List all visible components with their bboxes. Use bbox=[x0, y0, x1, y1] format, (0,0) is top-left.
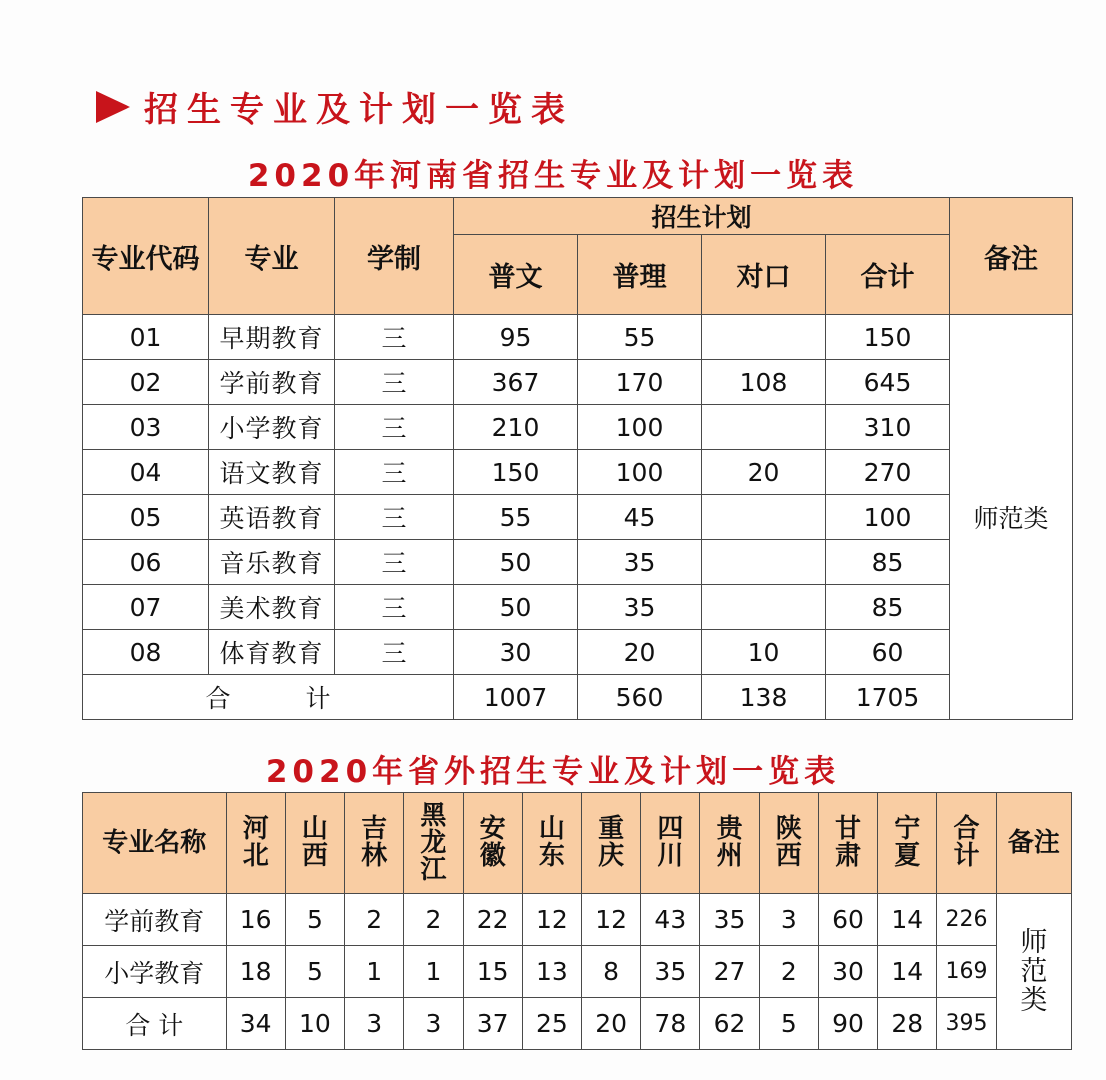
out-of-province-plan-table bbox=[82, 792, 1072, 1050]
cell-major: 小学教育 bbox=[83, 946, 227, 998]
header-province: 黑龙江 bbox=[404, 793, 463, 894]
table-row bbox=[83, 894, 1072, 946]
cell-duration: 三 bbox=[335, 450, 454, 495]
cell-puli: 20 bbox=[578, 630, 702, 675]
header-duration: 学制 bbox=[335, 198, 454, 315]
cell-value: 22 bbox=[463, 894, 522, 946]
cell-major: 学前教育 bbox=[83, 894, 227, 946]
remark-text: 师范类 bbox=[1020, 927, 1048, 1016]
cell-value: 2 bbox=[759, 946, 818, 998]
header-total: 合计 bbox=[826, 235, 950, 315]
total-puli: 560 bbox=[578, 675, 702, 720]
cell-duikou bbox=[702, 405, 826, 450]
cell-remark: 师范类 bbox=[950, 315, 1073, 720]
cell-major: 合 计 bbox=[83, 998, 227, 1050]
cell-value: 10 bbox=[285, 998, 344, 1050]
total-puwen: 1007 bbox=[454, 675, 578, 720]
cell-value: 60 bbox=[818, 894, 877, 946]
cell-value: 28 bbox=[878, 998, 937, 1050]
cell-duikou: 10 bbox=[702, 630, 826, 675]
cell-code: 08 bbox=[83, 630, 209, 675]
cell-code: 01 bbox=[83, 315, 209, 360]
cell-value: 3 bbox=[759, 894, 818, 946]
cell-value: 14 bbox=[878, 946, 937, 998]
cell-total: 270 bbox=[826, 450, 950, 495]
table-row bbox=[83, 540, 1073, 585]
cell-duikou: 108 bbox=[702, 360, 826, 405]
cell-value: 12 bbox=[522, 894, 581, 946]
cell-major: 学前教育 bbox=[209, 360, 335, 405]
cell-puli: 100 bbox=[578, 405, 702, 450]
cell-value: 15 bbox=[463, 946, 522, 998]
cell-puwen: 150 bbox=[454, 450, 578, 495]
cell-value: 3 bbox=[345, 998, 404, 1050]
cell-code: 06 bbox=[83, 540, 209, 585]
cell-duikou bbox=[702, 315, 826, 360]
henan-plan-table bbox=[82, 197, 1073, 720]
header-province: 吉林 bbox=[345, 793, 404, 894]
cell-puli: 170 bbox=[578, 360, 702, 405]
header-remark: 备注 bbox=[996, 793, 1071, 894]
cell-value: 3 bbox=[404, 998, 463, 1050]
cell-puwen: 50 bbox=[454, 585, 578, 630]
cell-value: 1 bbox=[404, 946, 463, 998]
cell-value: 43 bbox=[641, 894, 700, 946]
cell-major: 音乐教育 bbox=[209, 540, 335, 585]
table-row bbox=[83, 360, 1073, 405]
cell-duration: 三 bbox=[335, 315, 454, 360]
cell-puli: 55 bbox=[578, 315, 702, 360]
cell-value: 78 bbox=[641, 998, 700, 1050]
table-row bbox=[83, 585, 1073, 630]
cell-value: 34 bbox=[226, 998, 285, 1050]
table-row bbox=[83, 630, 1073, 675]
cell-code: 02 bbox=[83, 360, 209, 405]
cell-total: 100 bbox=[826, 495, 950, 540]
header-province: 重庆 bbox=[581, 793, 640, 894]
cell-major: 语文教育 bbox=[209, 450, 335, 495]
cell-duration: 三 bbox=[335, 495, 454, 540]
triangle-marker-icon bbox=[96, 91, 130, 123]
cell-total: 226 bbox=[937, 894, 996, 946]
cell-major: 小学教育 bbox=[209, 405, 335, 450]
header-remark: 备注 bbox=[950, 198, 1073, 315]
header-province: 河北 bbox=[226, 793, 285, 894]
table-row bbox=[83, 495, 1073, 540]
cell-duikou: 20 bbox=[702, 450, 826, 495]
cell-duration: 三 bbox=[335, 360, 454, 405]
cell-puli: 100 bbox=[578, 450, 702, 495]
cell-duikou bbox=[702, 585, 826, 630]
header-major: 专业 bbox=[209, 198, 335, 315]
cell-value: 62 bbox=[700, 998, 759, 1050]
section-heading bbox=[96, 82, 574, 131]
table-row bbox=[83, 315, 1073, 360]
cell-major: 美术教育 bbox=[209, 585, 335, 630]
cell-code: 03 bbox=[83, 405, 209, 450]
cell-value: 1 bbox=[345, 946, 404, 998]
cell-puli: 35 bbox=[578, 585, 702, 630]
total-row bbox=[83, 675, 1073, 720]
cell-total: 85 bbox=[826, 540, 950, 585]
cell-code: 07 bbox=[83, 585, 209, 630]
cell-puwen: 367 bbox=[454, 360, 578, 405]
cell-value: 2 bbox=[345, 894, 404, 946]
cell-puwen: 210 bbox=[454, 405, 578, 450]
cell-puli: 35 bbox=[578, 540, 702, 585]
cell-value: 35 bbox=[641, 946, 700, 998]
cell-duration: 三 bbox=[335, 540, 454, 585]
table-row bbox=[83, 946, 1072, 998]
cell-puwen: 50 bbox=[454, 540, 578, 585]
cell-value: 5 bbox=[759, 998, 818, 1050]
header-province: 陕西 bbox=[759, 793, 818, 894]
cell-duration: 三 bbox=[335, 630, 454, 675]
cell-value: 12 bbox=[581, 894, 640, 946]
header-major-name: 专业名称 bbox=[83, 793, 227, 894]
header-puli: 普理 bbox=[578, 235, 702, 315]
header-province: 宁夏 bbox=[878, 793, 937, 894]
cell-total: 60 bbox=[826, 630, 950, 675]
header-total: 合计 bbox=[937, 793, 996, 894]
cell-duikou bbox=[702, 540, 826, 585]
cell-major: 早期教育 bbox=[209, 315, 335, 360]
header-province: 山东 bbox=[522, 793, 581, 894]
cell-puwen: 30 bbox=[454, 630, 578, 675]
cell-total: 395 bbox=[937, 998, 996, 1050]
cell-code: 05 bbox=[83, 495, 209, 540]
cell-value: 2 bbox=[404, 894, 463, 946]
cell-duration: 三 bbox=[335, 585, 454, 630]
cell-duikou bbox=[702, 495, 826, 540]
total-duikou: 138 bbox=[702, 675, 826, 720]
cell-total: 85 bbox=[826, 585, 950, 630]
header-code: 专业代码 bbox=[83, 198, 209, 315]
header-plan: 招生计划 bbox=[454, 198, 950, 235]
cell-major: 体育教育 bbox=[209, 630, 335, 675]
header-puwen: 普文 bbox=[454, 235, 578, 315]
cell-value: 35 bbox=[700, 894, 759, 946]
cell-total: 150 bbox=[826, 315, 950, 360]
cell-value: 25 bbox=[522, 998, 581, 1050]
header-province: 甘肃 bbox=[818, 793, 877, 894]
table-row bbox=[83, 450, 1073, 495]
header-province: 安徽 bbox=[463, 793, 522, 894]
total-total: 1705 bbox=[826, 675, 950, 720]
cell-value: 27 bbox=[700, 946, 759, 998]
cell-value: 37 bbox=[463, 998, 522, 1050]
table1-title: 2020年河南省招生专业及计划一览表 bbox=[247, 158, 859, 194]
cell-puwen: 55 bbox=[454, 495, 578, 540]
table2-title: 2020年省外招生专业及计划一览表 bbox=[265, 754, 841, 790]
section-heading-text: 招生专业及计划一览表 bbox=[144, 90, 574, 130]
cell-puli: 45 bbox=[578, 495, 702, 540]
header-province: 贵州 bbox=[700, 793, 759, 894]
cell-value: 20 bbox=[581, 998, 640, 1050]
cell-major: 英语教育 bbox=[209, 495, 335, 540]
cell-value: 8 bbox=[581, 946, 640, 998]
cell-total: 645 bbox=[826, 360, 950, 405]
cell-value: 30 bbox=[818, 946, 877, 998]
total-row bbox=[83, 998, 1072, 1050]
cell-value: 13 bbox=[522, 946, 581, 998]
header-province: 山西 bbox=[285, 793, 344, 894]
cell-remark bbox=[996, 894, 1071, 1050]
cell-duration: 三 bbox=[335, 405, 454, 450]
cell-value: 90 bbox=[818, 998, 877, 1050]
header-duikou: 对口 bbox=[702, 235, 826, 315]
cell-code: 04 bbox=[83, 450, 209, 495]
total-label: 合 计 bbox=[83, 675, 454, 720]
cell-value: 5 bbox=[285, 946, 344, 998]
cell-total: 310 bbox=[826, 405, 950, 450]
table-row bbox=[83, 405, 1073, 450]
cell-value: 16 bbox=[226, 894, 285, 946]
cell-total: 169 bbox=[937, 946, 996, 998]
header-province: 四川 bbox=[641, 793, 700, 894]
cell-value: 14 bbox=[878, 894, 937, 946]
cell-value: 18 bbox=[226, 946, 285, 998]
cell-puwen: 95 bbox=[454, 315, 578, 360]
cell-value: 5 bbox=[285, 894, 344, 946]
